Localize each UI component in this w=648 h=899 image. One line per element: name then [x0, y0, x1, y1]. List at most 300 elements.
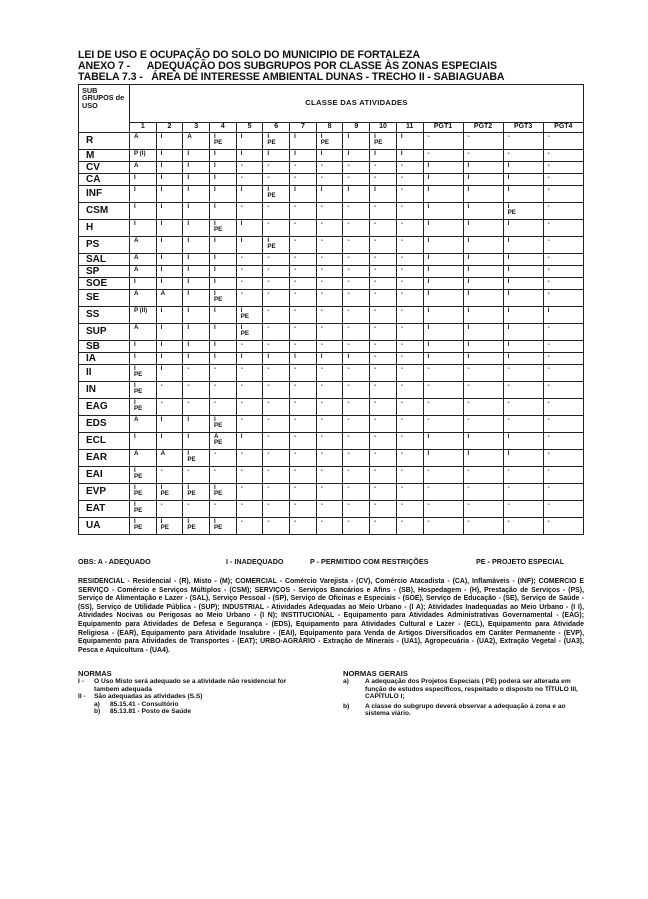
adequacy-cell: -	[290, 341, 317, 353]
adequacy-cell: I	[463, 450, 503, 467]
adequacy-cell: I	[156, 203, 183, 220]
adequacy-cell: -	[423, 484, 463, 501]
adequacy-cell: -	[543, 220, 583, 237]
adequacy-cell: -	[183, 501, 210, 518]
adequacy-cell: -	[423, 399, 463, 416]
adequacy-cell: -	[343, 341, 370, 353]
adequacy-cell: -	[316, 324, 343, 341]
adequacy-cell: I	[183, 220, 210, 237]
adequacy-cell: I	[210, 162, 237, 174]
adequacy-cell: -	[236, 203, 263, 220]
adequacy-cell: I	[463, 203, 503, 220]
adequacy-cell: I	[463, 237, 503, 254]
table-row	[79, 365, 584, 382]
adequacy-cell: I	[503, 186, 543, 203]
adequacy-cell: -	[503, 382, 543, 399]
adequacy-cell: A	[156, 290, 183, 307]
adequacy-cell: I	[423, 307, 463, 324]
adequacy-cell: -	[543, 353, 583, 365]
adequacy-cell: I	[183, 416, 210, 433]
adequacy-cell: I	[503, 174, 543, 186]
adequacy-cell: -	[183, 365, 210, 382]
adequacy-cell: -	[290, 324, 317, 341]
adequacy-cell: -	[263, 290, 290, 307]
table-row	[79, 416, 584, 433]
adequacy-cell: -	[290, 399, 317, 416]
adequacy-cell: I	[423, 353, 463, 365]
adequacy-cell: I	[503, 162, 543, 174]
adequacy-cell: I	[423, 220, 463, 237]
adequacy-cell: -	[370, 450, 397, 467]
adequacy-cell: -	[370, 203, 397, 220]
table-title: TABELA 7.3 - ÁREA DE INTERESSE AMBIENTAL DUNAS - TRECHO II - SABIAGUABA	[78, 71, 505, 83]
adequacy-cell: I PE	[129, 501, 156, 518]
adequacy-cell: I	[463, 433, 503, 450]
adequacy-cell: A	[129, 133, 156, 150]
adequacy-cell: -	[290, 365, 317, 382]
adequacy-cell: I	[463, 254, 503, 266]
adequacy-cell: -	[423, 150, 463, 162]
adequacy-cell: -	[236, 399, 263, 416]
subgroup-label: M	[79, 150, 130, 162]
adequacy-cell: -	[290, 501, 317, 518]
table-row	[79, 220, 584, 237]
adequacy-cell: I	[316, 186, 343, 203]
annex-title: ANEXO 7 - ADEQUAÇÃO DOS SUBGRUPOS POR CLASSE ÀS ZONAS ESPECIAIS	[78, 60, 497, 72]
normas-gerais-title: NORMAS GERAIS	[343, 669, 408, 678]
subgroup-label: EAT	[79, 501, 130, 518]
adequacy-cell: I	[503, 307, 543, 324]
adequacy-cell: -	[236, 341, 263, 353]
adequacy-cell: -	[370, 324, 397, 341]
adequacy-cell: -	[316, 237, 343, 254]
adequacy-cell: I	[210, 278, 237, 290]
adequacy-cell: I	[156, 162, 183, 174]
adequacy-cell: I PE	[263, 237, 290, 254]
adequacy-cell: I	[129, 353, 156, 365]
adequacy-cell: -	[396, 365, 423, 382]
adequacy-cell: -	[210, 501, 237, 518]
adequacy-cell: -	[316, 467, 343, 484]
adequacy-cell: -	[543, 150, 583, 162]
adequacy-cell: -	[503, 484, 543, 501]
adequacy-cell: A	[156, 450, 183, 467]
adequacy-cell: -	[343, 174, 370, 186]
adequacy-cell: I	[463, 266, 503, 278]
adequacy-cell: -	[343, 307, 370, 324]
column-header: 11	[396, 123, 423, 133]
adequacy-cell: A	[129, 324, 156, 341]
adequacy-cell: I	[423, 450, 463, 467]
adequacy-cell: -	[183, 467, 210, 484]
column-header: 4	[210, 123, 237, 133]
adequacy-cell: I	[210, 237, 237, 254]
adequacy-cell: I PE	[183, 450, 210, 467]
adequacy-cell: I	[236, 150, 263, 162]
adequacy-cell: -	[343, 324, 370, 341]
table-row	[79, 307, 584, 324]
adequacy-cell: -	[263, 203, 290, 220]
adequacy-cell: -	[316, 433, 343, 450]
adequacy-cell: I PE	[370, 133, 397, 150]
adequacy-cell: -	[263, 324, 290, 341]
subgroup-label: R	[79, 133, 130, 150]
adequacy-cell: -	[370, 382, 397, 399]
adequacy-cell: A	[129, 237, 156, 254]
adequacy-cell: I	[183, 254, 210, 266]
adequacy-cell: I	[343, 133, 370, 150]
column-header: PGT3	[503, 123, 543, 133]
adequacy-cell: -	[396, 518, 423, 535]
adequacy-cell: -	[543, 484, 583, 501]
adequacy-cell: I PE	[263, 133, 290, 150]
adequacy-cell: -	[210, 467, 237, 484]
subgroup-label: EAG	[79, 399, 130, 416]
law-title: LEI DE USO E OCUPAÇÃO DO SOLO DO MUNICIPIO DE FORTALEZA	[78, 49, 420, 61]
adequacy-cell: -	[343, 203, 370, 220]
adequacy-cell: A	[129, 450, 156, 467]
adequacy-cell: I PE	[503, 203, 543, 220]
adequacy-cell: I	[463, 341, 503, 353]
adequacy-cell: -	[543, 237, 583, 254]
adequacy-cell: -	[316, 382, 343, 399]
adequacy-cell: -	[156, 382, 183, 399]
adequacy-cell: -	[370, 290, 397, 307]
adequacy-cell: I PE	[129, 399, 156, 416]
adequacy-cell: -	[396, 467, 423, 484]
adequacy-cell: -	[396, 450, 423, 467]
adequacy-cell: -	[263, 254, 290, 266]
adequacy-cell: I	[156, 266, 183, 278]
adequacy-cell: -	[316, 220, 343, 237]
adequacy-cell: -	[423, 501, 463, 518]
adequacy-cell: -	[263, 433, 290, 450]
adequacy-cell: -	[236, 382, 263, 399]
adequacy-cell: I PE	[210, 220, 237, 237]
adequacy-cell: I PE	[316, 133, 343, 150]
adequacy-cell: -	[316, 174, 343, 186]
table-row	[79, 484, 584, 501]
adequacy-cell: -	[370, 278, 397, 290]
adequacy-cell: I PE	[210, 133, 237, 150]
adequacy-cell: -	[503, 518, 543, 535]
norma-ii-a: a) 85.15.41 - Consultório	[94, 700, 179, 708]
adequacy-cell: I	[156, 433, 183, 450]
adequacy-cell: -	[343, 266, 370, 278]
adequacy-cell: -	[396, 324, 423, 341]
adequacy-cell: -	[370, 220, 397, 237]
adequacy-cell: I	[343, 353, 370, 365]
adequacy-cell: I	[503, 450, 543, 467]
adequacy-cell: -	[290, 307, 317, 324]
subgroup-label: EDS	[79, 416, 130, 433]
adequacy-cell: -	[263, 416, 290, 433]
adequacy-cell: -	[543, 186, 583, 203]
adequacy-cell: I	[503, 290, 543, 307]
adequacy-cell: I	[290, 353, 317, 365]
adequacy-cell: I	[396, 133, 423, 150]
adequacy-cell: -	[396, 307, 423, 324]
adequacy-cell: -	[236, 416, 263, 433]
adequacy-cell: -	[396, 266, 423, 278]
adequacy-cell: -	[370, 341, 397, 353]
adequacy-cell: I	[503, 278, 543, 290]
adequacy-cell: I	[423, 237, 463, 254]
adequacy-cell: -	[316, 290, 343, 307]
table-row	[79, 174, 584, 186]
adequacy-cell: -	[316, 365, 343, 382]
adequacy-cell: I	[263, 353, 290, 365]
adequacy-cell: -	[343, 162, 370, 174]
table-row	[79, 450, 584, 467]
adequacy-cell: -	[370, 467, 397, 484]
adequacy-cell: I	[263, 150, 290, 162]
adequacy-cell: -	[396, 237, 423, 254]
adequacy-cell: -	[316, 450, 343, 467]
adequacy-table	[78, 84, 584, 535]
adequacy-cell: I	[183, 307, 210, 324]
adequacy-cell: I	[543, 307, 583, 324]
adequacy-cell: I	[129, 174, 156, 186]
adequacy-cell: -	[263, 450, 290, 467]
adequacy-cell: I	[316, 353, 343, 365]
adequacy-cell: I PE	[210, 484, 237, 501]
table-row	[79, 382, 584, 399]
adequacy-cell: A	[129, 290, 156, 307]
adequacy-cell: -	[370, 162, 397, 174]
adequacy-cell: I	[183, 290, 210, 307]
adequacy-cell: I	[156, 133, 183, 150]
adequacy-cell: I	[129, 278, 156, 290]
adequacy-cell: -	[463, 518, 503, 535]
adequacy-cell: -	[316, 278, 343, 290]
adequacy-cell: -	[503, 399, 543, 416]
adequacy-cell: -	[370, 237, 397, 254]
adequacy-cell: -	[290, 237, 317, 254]
adequacy-cell: I	[156, 341, 183, 353]
adequacy-cell: I	[463, 353, 503, 365]
adequacy-cell: I	[156, 186, 183, 203]
adequacy-cell: -	[316, 399, 343, 416]
adequacy-cell: -	[543, 324, 583, 341]
adequacy-cell: I	[210, 203, 237, 220]
adequacy-cell: -	[463, 382, 503, 399]
adequacy-cell: -	[370, 307, 397, 324]
adequacy-cell: I	[423, 324, 463, 341]
table-row	[79, 290, 584, 307]
adequacy-cell: I	[183, 324, 210, 341]
adequacy-cell: -	[463, 501, 503, 518]
adequacy-cell: I PE	[129, 382, 156, 399]
table-row	[79, 324, 584, 341]
column-header: 9	[343, 123, 370, 133]
subgroup-label: IN	[79, 382, 130, 399]
adequacy-cell: -	[463, 133, 503, 150]
adequacy-cell: I PE	[129, 365, 156, 382]
adequacy-cell: -	[290, 433, 317, 450]
adequacy-cell: -	[343, 467, 370, 484]
adequacy-cell: -	[263, 382, 290, 399]
adequacy-cell: I	[370, 150, 397, 162]
adequacy-cell: -	[370, 353, 397, 365]
adequacy-cell: I	[463, 324, 503, 341]
subgroup-label: SS	[79, 307, 130, 324]
adequacy-cell: -	[543, 399, 583, 416]
adequacy-cell: I	[463, 307, 503, 324]
adequacy-cell: I PE	[210, 290, 237, 307]
adequacy-cell: I	[183, 174, 210, 186]
adequacy-cell: -	[263, 501, 290, 518]
adequacy-cell: I	[236, 433, 263, 450]
adequacy-cell: -	[316, 266, 343, 278]
adequacy-cell: -	[263, 278, 290, 290]
adequacy-cell: -	[263, 399, 290, 416]
adequacy-cell: -	[263, 266, 290, 278]
subgroup-label: IA	[79, 353, 130, 365]
adequacy-cell: I	[290, 150, 317, 162]
adequacy-cell: I	[396, 150, 423, 162]
adequacy-cell: I	[236, 133, 263, 150]
adequacy-cell: -	[290, 266, 317, 278]
adequacy-cell: I	[183, 203, 210, 220]
adequacy-cell: I	[156, 150, 183, 162]
adequacy-cell: -	[423, 382, 463, 399]
adequacy-cell: I	[129, 220, 156, 237]
adequacy-cell: -	[290, 467, 317, 484]
adequacy-cell: I	[423, 341, 463, 353]
adequacy-cell: -	[396, 433, 423, 450]
adequacy-cell: -	[290, 290, 317, 307]
adequacy-cell: -	[210, 399, 237, 416]
table-row	[79, 162, 584, 174]
obs-adequado: OBS: A - ADEQUADO	[78, 557, 151, 566]
adequacy-cell: -	[183, 382, 210, 399]
adequacy-cell: -	[503, 416, 543, 433]
column-header: 1	[129, 123, 156, 133]
adequacy-cell: -	[316, 307, 343, 324]
adequacy-cell: -	[316, 203, 343, 220]
adequacy-cell: -	[343, 254, 370, 266]
adequacy-cell: I	[463, 174, 503, 186]
adequacy-cell: I	[210, 150, 237, 162]
adequacy-cell: P (II)	[129, 307, 156, 324]
adequacy-cell: -	[463, 467, 503, 484]
adequacy-cell: I PE	[129, 484, 156, 501]
adequacy-cell: I	[156, 254, 183, 266]
subgroup-label: SAL	[79, 254, 130, 266]
adequacy-cell: -	[396, 501, 423, 518]
adequacy-cell: I	[423, 186, 463, 203]
table-row	[79, 518, 584, 535]
adequacy-cell: -	[290, 450, 317, 467]
adequacy-cell: -	[463, 416, 503, 433]
adequacy-cell: I	[129, 341, 156, 353]
adequacy-cell: A	[129, 266, 156, 278]
adequacy-cell: -	[370, 266, 397, 278]
adequacy-cell: I PE	[183, 518, 210, 535]
adequacy-cell: -	[343, 237, 370, 254]
adequacy-cell: -	[396, 484, 423, 501]
adequacy-cell: -	[236, 501, 263, 518]
adequacy-cell: -	[343, 365, 370, 382]
adequacy-cell: I	[129, 186, 156, 203]
adequacy-cell: I	[210, 341, 237, 353]
adequacy-cell: -	[316, 416, 343, 433]
adequacy-cell: -	[263, 341, 290, 353]
adequacy-cell: I	[423, 290, 463, 307]
adequacy-cell: -	[210, 382, 237, 399]
adequacy-cell: -	[236, 174, 263, 186]
adequacy-cell: -	[396, 162, 423, 174]
adequacy-cell: I	[290, 186, 317, 203]
adequacy-cell: I	[210, 186, 237, 203]
adequacy-cell: -	[463, 484, 503, 501]
adequacy-cell: I	[156, 278, 183, 290]
norma-geral-b: b) A classe do subgrupo deverá observar a adequação à zona e ao sistema viário.	[343, 702, 566, 718]
adequacy-cell: -	[343, 399, 370, 416]
adequacy-cell: I	[183, 353, 210, 365]
adequacy-cell: -	[543, 174, 583, 186]
adequacy-cell: -	[290, 203, 317, 220]
adequacy-cell: -	[463, 399, 503, 416]
adequacy-cell: -	[370, 365, 397, 382]
adequacy-cell: -	[343, 416, 370, 433]
adequacy-cell: -	[463, 365, 503, 382]
adequacy-cell: -	[543, 382, 583, 399]
adequacy-cell: -	[290, 254, 317, 266]
table-row	[79, 237, 584, 254]
adequacy-cell: -	[343, 278, 370, 290]
adequacy-cell: I	[156, 220, 183, 237]
adequacy-cell: I	[423, 254, 463, 266]
adequacy-cell: -	[343, 450, 370, 467]
adequacy-cell: A	[129, 416, 156, 433]
adequacy-cell: I	[423, 278, 463, 290]
adequacy-cell: I PE	[156, 484, 183, 501]
adequacy-cell: -	[370, 433, 397, 450]
adequacy-cell: I	[236, 220, 263, 237]
adequacy-cell: -	[236, 290, 263, 307]
adequacy-cell: -	[370, 254, 397, 266]
adequacy-cell: -	[316, 254, 343, 266]
adequacy-cell: -	[316, 341, 343, 353]
adequacy-cell: I	[210, 174, 237, 186]
adequacy-cell: -	[290, 174, 317, 186]
subgroup-label: II	[79, 365, 130, 382]
adequacy-cell: I	[129, 433, 156, 450]
adequacy-cell: -	[236, 467, 263, 484]
adequacy-cell: -	[236, 278, 263, 290]
adequacy-cell: A	[129, 162, 156, 174]
adequacy-cell: -	[370, 501, 397, 518]
subgroup-label: SP	[79, 266, 130, 278]
adequacy-cell: I	[210, 266, 237, 278]
adequacy-cell: -	[463, 150, 503, 162]
adequacy-cell: -	[543, 254, 583, 266]
adequacy-cell: I	[463, 186, 503, 203]
adequacy-cell: -	[543, 341, 583, 353]
adequacy-cell: I	[503, 341, 543, 353]
adequacy-cell: -	[263, 162, 290, 174]
adequacy-cell: -	[343, 220, 370, 237]
adequacy-cell: I	[463, 162, 503, 174]
adequacy-cell: -	[543, 450, 583, 467]
table-row	[79, 278, 584, 290]
adequacy-cell: -	[396, 416, 423, 433]
adequacy-cell: -	[210, 365, 237, 382]
adequacy-cell: -	[290, 162, 317, 174]
adequacy-cell: -	[183, 399, 210, 416]
